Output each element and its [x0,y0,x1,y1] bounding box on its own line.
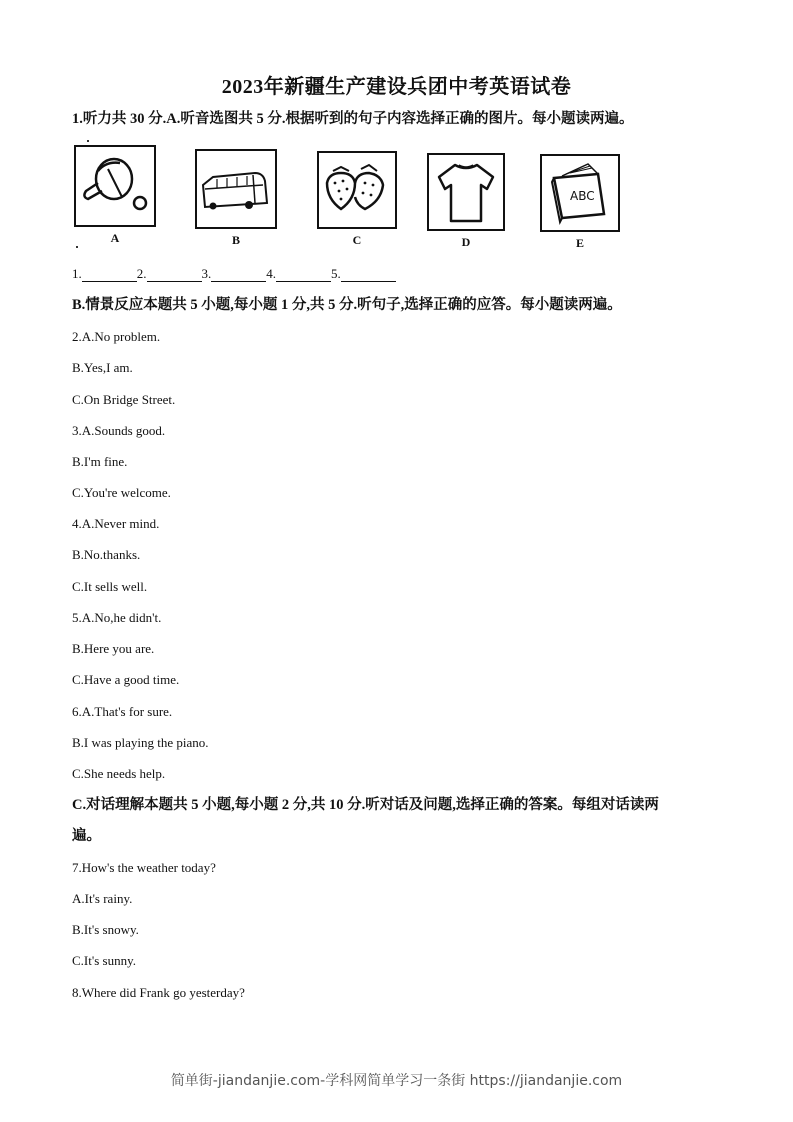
question-line: 7.How's the weather today? [72,860,216,875]
option-line: B.Here you are. [72,641,155,656]
option-line: B.I'm fine. [72,454,128,469]
ping-pong-paddle-icon [74,145,156,227]
answer-blank-5[interactable] [341,267,396,282]
page-title: 2023年新疆生产建设兵团中考英语试卷 [221,76,572,98]
picture-label: E [575,236,584,250]
picture-options [72,145,632,255]
picture-d [427,153,505,250]
answer-blanks [72,266,396,282]
option-line: C.You're welcome. [72,485,171,500]
svg-text:ABC: ABC [570,189,595,203]
option-line: C.She needs help. [72,766,166,781]
option-line: 4.A.Never mind. [72,516,160,531]
t-shirt-icon [427,153,505,231]
picture-a [74,145,156,246]
question-line: 8.Where did Frank go yesterday? [72,985,245,1000]
option-line: B.It's snowy. [72,922,139,937]
picture-c [317,151,397,248]
abc-book-icon [540,154,620,232]
section-a-heading: 1.听力共 30 分.A.听音选图共 5 分.根据听到的句子内容选择正确的图片。每小题读两遍。 [72,111,634,127]
option-line: C.On Bridge Street. [72,392,176,407]
option-line: 3.A.Sounds good. [72,423,166,438]
answer-blank-3[interactable] [211,267,266,282]
option-line: B.No.thanks. [72,547,141,562]
option-line: C.It's sunny. [72,953,136,968]
picture-b [195,149,277,248]
picture-label: B [231,233,240,247]
section-c-heading-cont: 遍。 [72,828,101,844]
option-line: 5.A.No,he didn't. [72,610,162,625]
option-line: 6.A.That's for sure. [72,704,173,719]
section-b-heading: B.情景反应本题共 5 小题,每小题 1 分,共 5 分.听句子,选择正确的应答。每小题读两遍。 [72,297,622,313]
stray-dot [87,140,89,142]
answer-blank-4[interactable] [276,267,331,282]
option-line: C.It sells well. [72,579,148,594]
blank-number: 3. [201,266,212,281]
picture-label: C [352,233,362,247]
blank-number: 2. [136,266,147,281]
option-line: C.Have a good time. [72,672,180,687]
strawberries-icon [317,151,397,229]
watermark-footer: 简单街-jiandanjie.com-学科网简单学习一条街 https://jiandanjie.com [170,1073,623,1089]
answer-blank-1[interactable] [82,267,137,282]
option-line: B.Yes,I am. [72,360,133,375]
picture-label: D [461,235,471,249]
bus-icon [195,149,277,229]
option-line: B.I was playing the piano. [72,735,209,750]
blank-number: 5. [331,266,341,281]
blank-number: 1. [72,266,82,281]
option-line: 2.A.No problem. [72,329,161,344]
blank-number: 4. [266,266,276,281]
answer-blank-2[interactable] [147,267,202,282]
picture-label: A [110,231,120,245]
section-c-heading: C.对话理解本题共 5 小题,每小题 2 分,共 10 分.听对话及问题,选择正确的答案。每组对话读两 [72,797,659,813]
option-line: A.It's rainy. [72,891,133,906]
picture-e [540,154,620,251]
